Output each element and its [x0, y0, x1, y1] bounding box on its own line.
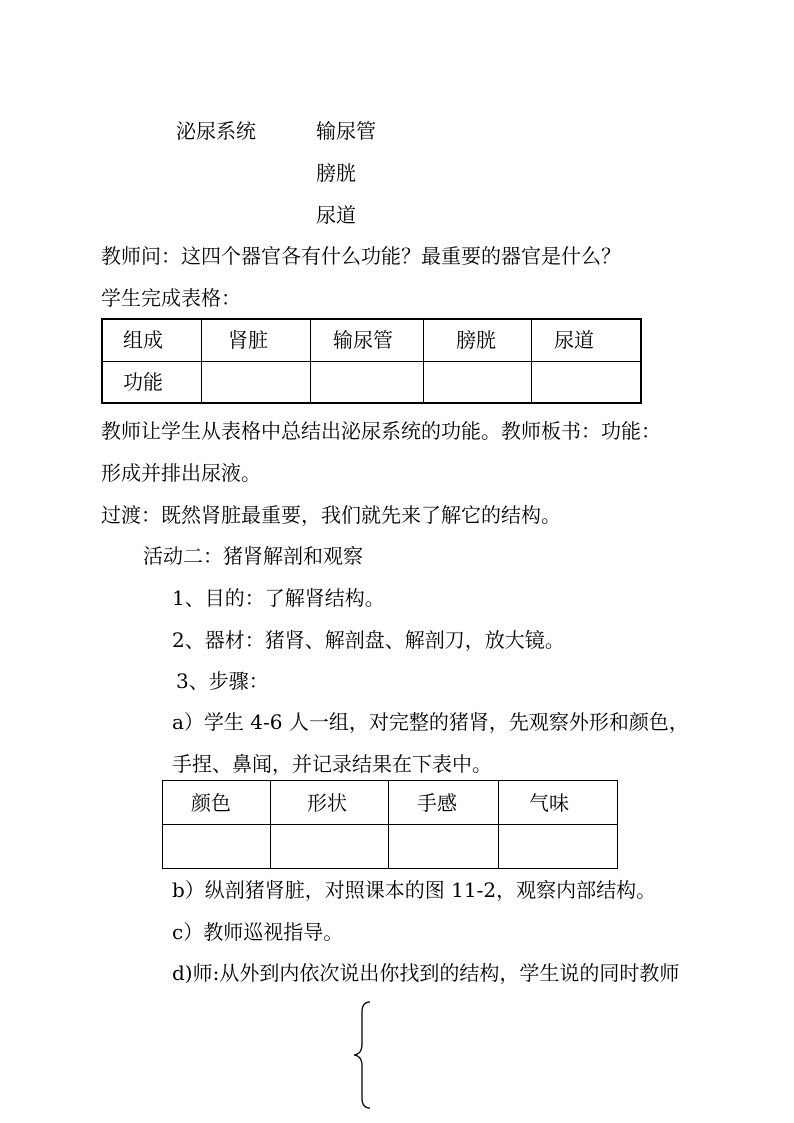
table-row: [163, 781, 618, 825]
step-b: b）纵剖猪肾脏，对照课本的图 11-2，观察内部结构。: [172, 878, 657, 902]
table-cell-empty: [499, 825, 618, 869]
step-a-line-2: 手捏、鼻闻，并记录结果在下表中。: [172, 752, 492, 776]
table-row: [102, 361, 641, 403]
teacher-question: 教师问：这四个器官各有什么功能？最重要的器官是什么？: [101, 244, 621, 268]
table-cell: 尿道: [532, 319, 642, 361]
table-cell-empty: [271, 825, 389, 869]
table-row: [163, 825, 618, 869]
activity-materials: 2、器材：猪肾、解剖盘、解剖刀，放大镜。: [172, 628, 565, 652]
table-cell-empty: [424, 361, 532, 403]
table-cell: 颜色: [163, 781, 271, 825]
activity-title: 活动二：猪肾解剖和观察: [143, 544, 363, 568]
observation-table: [162, 780, 618, 869]
table-cell-empty: [389, 825, 499, 869]
step-c: c）教师巡视指导。: [172, 920, 344, 944]
table-cell: 膀胱: [424, 319, 532, 361]
activity-steps: 3、步骤：: [176, 669, 269, 693]
table-row: [102, 319, 641, 361]
activity-purpose: 1、目的：了解肾结构。: [172, 586, 385, 610]
table-cell: 输尿管: [311, 319, 424, 361]
organ-urethra: 尿道: [316, 203, 356, 227]
organ-bladder: 膀胱: [316, 161, 356, 185]
table-cell-empty: [163, 825, 271, 869]
step-a-line-1: a）学生 4-6 人一组，对完整的猪肾，先观察外形和颜色，: [172, 710, 689, 734]
table-cell: 形状: [271, 781, 389, 825]
step-d: d)师:从外到内依次说出你找到的结构，学生说的同时教师: [172, 961, 680, 985]
table-cell-empty: [311, 361, 424, 403]
organ-ureter: 输尿管: [316, 119, 376, 143]
summary-line-2: 形成并排出尿液。: [101, 461, 261, 485]
transition-line: 过渡：既然肾脏最重要，我们就先来了解它的结构。: [101, 503, 561, 527]
table-cell: 肾脏: [202, 319, 311, 361]
table-cell: 气味: [499, 781, 618, 825]
function-table: [101, 318, 642, 404]
table-cell: 组成: [102, 319, 202, 361]
student-table-intro: 学生完成表格：: [101, 286, 241, 310]
system-label: 泌尿系统: [176, 119, 256, 143]
table-cell: 功能: [102, 361, 202, 403]
curly-brace-icon: [350, 1000, 374, 1110]
table-cell: 手感: [389, 781, 499, 825]
summary-line-1: 教师让学生从表格中总结出泌尿系统的功能。教师板书：功能：: [101, 419, 661, 443]
table-cell-empty: [202, 361, 311, 403]
table-cell-empty: [532, 361, 642, 403]
